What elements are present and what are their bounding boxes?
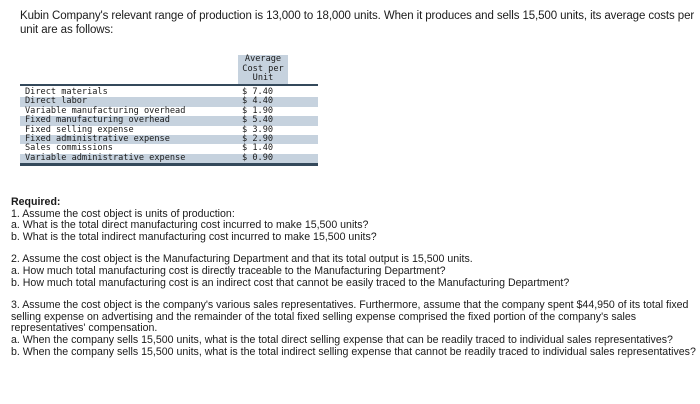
question-2a: a. How much total manufacturing cost is directly traceable to the Manufacturing Department? [11,264,446,277]
row-value: $ 4.40 [242,96,274,107]
question-3b: b. When the company sells 15,500 units, what is the total indirect selling expense that cannot be readily traced to individual sales representatives? [11,345,696,358]
row-value: $ 7.40 [242,87,274,97]
row-label: Variable administrative expense [25,152,186,163]
question-3-main: 3. Assume the cost object is the company's various sales representatives. Furthermore, assume that the company spent $44,950 of its total fixed selling expense on advertising and the remainder of the total fixed selling expense comprised the fixed portion of the company's sales representatives' compensation. [11,299,689,335]
question-1a: a. What is the total direct manufacturing cost incurred to make 15,500 units? [11,219,369,232]
table-body [20,85,318,163]
row-label: Variable manufacturing overhead [25,105,186,116]
question-2b: b. How much total manufacturing cost is an indirect cost that cannot be easily traced to the Manufacturing Department? [11,276,570,289]
problem-intro: Kubin Company's relevant range of production is 13,000 to 18,000 units. When it produces and sells 15,500 units, its average costs per unit are as follows: [20,10,695,36]
row-value: $ 3.90 [242,124,274,135]
row-label: Direct labor [25,96,88,107]
table-header [20,55,318,85]
question-2 [11,254,696,289]
question-1b: b. What is the total indirect manufacturing cost incurred to make 15,500 units? [11,230,377,243]
question-3 [11,300,696,358]
row-value: $ 1.40 [242,143,274,154]
row-label: Fixed selling expense [25,124,134,135]
row-value: $ 5.40 [242,115,274,126]
row-label: Fixed manufacturing overhead [25,115,170,126]
table-row [20,154,318,163]
cost-table [20,55,318,166]
row-value: $ 0.90 [242,152,274,163]
header-rule [20,84,318,86]
header-average-cost-per-unit [238,55,288,85]
required-section [11,197,696,369]
header-line-3: Unit [252,73,274,84]
header-line-1: Average [244,54,282,64]
row-label: Direct materials [25,87,108,97]
row-value: $ 2.90 [242,133,274,144]
question-1-main: 1. Assume the cost object is units of production: [11,207,235,220]
required-heading: Required: [11,196,61,208]
header-line-2: Cost per [242,63,284,74]
row-label: Sales commissions [25,143,113,154]
question-2-main: 2. Assume the cost object is the Manufacturing Department and that its total output is 15,500 units. [11,253,473,266]
row-value: $ 1.90 [242,105,274,116]
question-3a: a. When the company sells 15,500 units, what is the total direct selling expense that can be readily traced to individual sales representatives? [11,333,673,346]
row-label: Fixed administrative expense [25,133,170,144]
question-1 [11,209,696,244]
